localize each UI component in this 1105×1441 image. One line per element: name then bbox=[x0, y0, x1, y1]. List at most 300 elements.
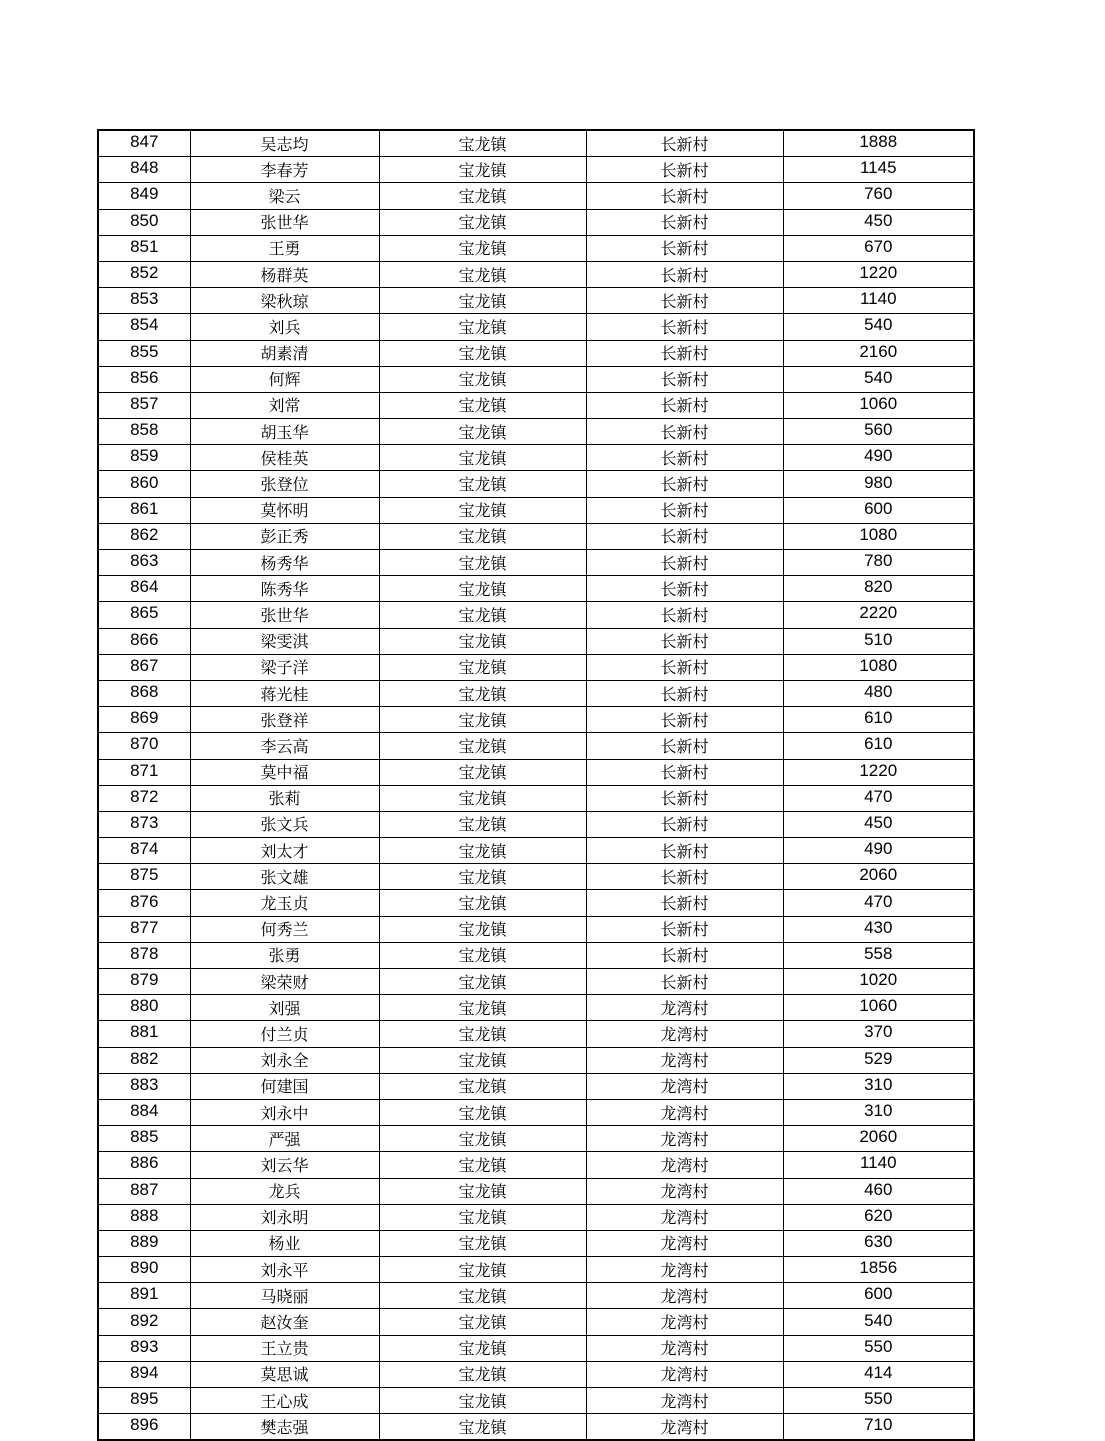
village-cell: 长新村 bbox=[586, 497, 783, 523]
village-cell: 长新村 bbox=[586, 602, 783, 628]
amount-cell: 820 bbox=[783, 576, 974, 602]
amount-cell: 550 bbox=[783, 1335, 974, 1361]
row-number-cell: 894 bbox=[98, 1361, 190, 1387]
row-number-cell: 892 bbox=[98, 1309, 190, 1335]
town-cell: 宝龙镇 bbox=[379, 680, 586, 706]
village-cell: 长新村 bbox=[586, 759, 783, 785]
table-row bbox=[98, 1178, 974, 1204]
town-cell: 宝龙镇 bbox=[379, 288, 586, 314]
village-cell: 龙湾村 bbox=[586, 1335, 783, 1361]
table-row bbox=[98, 602, 974, 628]
village-cell: 长新村 bbox=[586, 916, 783, 942]
town-cell: 宝龙镇 bbox=[379, 366, 586, 392]
name-cell: 张文兵 bbox=[190, 811, 379, 837]
table-row bbox=[98, 628, 974, 654]
town-cell: 宝龙镇 bbox=[379, 550, 586, 576]
town-cell: 宝龙镇 bbox=[379, 1388, 586, 1414]
amount-cell: 540 bbox=[783, 1309, 974, 1335]
name-cell: 龙兵 bbox=[190, 1178, 379, 1204]
village-cell: 长新村 bbox=[586, 523, 783, 549]
row-number-cell: 877 bbox=[98, 916, 190, 942]
row-number-cell: 857 bbox=[98, 392, 190, 418]
town-cell: 宝龙镇 bbox=[379, 654, 586, 680]
village-cell: 长新村 bbox=[586, 314, 783, 340]
name-cell: 王心成 bbox=[190, 1388, 379, 1414]
row-number-cell: 855 bbox=[98, 340, 190, 366]
table-row bbox=[98, 1335, 974, 1361]
row-number-cell: 866 bbox=[98, 628, 190, 654]
village-cell: 长新村 bbox=[586, 942, 783, 968]
town-cell: 宝龙镇 bbox=[379, 1309, 586, 1335]
village-cell: 龙湾村 bbox=[586, 1152, 783, 1178]
amount-cell: 450 bbox=[783, 811, 974, 837]
table-row bbox=[98, 1257, 974, 1283]
name-cell: 张莉 bbox=[190, 785, 379, 811]
amount-cell: 370 bbox=[783, 1021, 974, 1047]
amount-cell: 600 bbox=[783, 497, 974, 523]
row-number-cell: 890 bbox=[98, 1257, 190, 1283]
records-table-body bbox=[98, 130, 974, 1440]
amount-cell: 2060 bbox=[783, 864, 974, 890]
amount-cell: 480 bbox=[783, 680, 974, 706]
name-cell: 梁云 bbox=[190, 183, 379, 209]
row-number-cell: 851 bbox=[98, 235, 190, 261]
table-row bbox=[98, 969, 974, 995]
village-cell: 龙湾村 bbox=[586, 1257, 783, 1283]
name-cell: 刘兵 bbox=[190, 314, 379, 340]
table-row bbox=[98, 916, 974, 942]
village-cell: 龙湾村 bbox=[586, 1178, 783, 1204]
town-cell: 宝龙镇 bbox=[379, 1126, 586, 1152]
town-cell: 宝龙镇 bbox=[379, 1204, 586, 1230]
table-row bbox=[98, 811, 974, 837]
amount-cell: 1220 bbox=[783, 261, 974, 287]
table-row bbox=[98, 445, 974, 471]
town-cell: 宝龙镇 bbox=[379, 1178, 586, 1204]
name-cell: 樊志强 bbox=[190, 1414, 379, 1441]
table-row bbox=[98, 1361, 974, 1387]
village-cell: 龙湾村 bbox=[586, 1204, 783, 1230]
row-number-cell: 868 bbox=[98, 680, 190, 706]
row-number-cell: 883 bbox=[98, 1073, 190, 1099]
name-cell: 蒋光桂 bbox=[190, 680, 379, 706]
name-cell: 杨秀华 bbox=[190, 550, 379, 576]
village-cell: 长新村 bbox=[586, 235, 783, 261]
table-row bbox=[98, 183, 974, 209]
row-number-cell: 873 bbox=[98, 811, 190, 837]
town-cell: 宝龙镇 bbox=[379, 995, 586, 1021]
row-number-cell: 891 bbox=[98, 1283, 190, 1309]
table-row bbox=[98, 261, 974, 287]
name-cell: 张登祥 bbox=[190, 707, 379, 733]
table-row bbox=[98, 707, 974, 733]
name-cell: 严强 bbox=[190, 1126, 379, 1152]
name-cell: 梁秋琼 bbox=[190, 288, 379, 314]
name-cell: 侯桂英 bbox=[190, 445, 379, 471]
amount-cell: 490 bbox=[783, 445, 974, 471]
amount-cell: 2060 bbox=[783, 1126, 974, 1152]
name-cell: 刘云华 bbox=[190, 1152, 379, 1178]
table-row bbox=[98, 654, 974, 680]
town-cell: 宝龙镇 bbox=[379, 523, 586, 549]
table-row bbox=[98, 130, 974, 157]
town-cell: 宝龙镇 bbox=[379, 1230, 586, 1256]
amount-cell: 560 bbox=[783, 419, 974, 445]
amount-cell: 550 bbox=[783, 1388, 974, 1414]
row-number-cell: 886 bbox=[98, 1152, 190, 1178]
town-cell: 宝龙镇 bbox=[379, 261, 586, 287]
table-row bbox=[98, 576, 974, 602]
town-cell: 宝龙镇 bbox=[379, 157, 586, 183]
row-number-cell: 888 bbox=[98, 1204, 190, 1230]
town-cell: 宝龙镇 bbox=[379, 759, 586, 785]
amount-cell: 540 bbox=[783, 366, 974, 392]
row-number-cell: 889 bbox=[98, 1230, 190, 1256]
village-cell: 长新村 bbox=[586, 707, 783, 733]
amount-cell: 2220 bbox=[783, 602, 974, 628]
village-cell: 长新村 bbox=[586, 628, 783, 654]
town-cell: 宝龙镇 bbox=[379, 209, 586, 235]
amount-cell: 414 bbox=[783, 1361, 974, 1387]
name-cell: 龙玉贞 bbox=[190, 890, 379, 916]
row-number-cell: 849 bbox=[98, 183, 190, 209]
amount-cell: 780 bbox=[783, 550, 974, 576]
row-number-cell: 882 bbox=[98, 1047, 190, 1073]
row-number-cell: 893 bbox=[98, 1335, 190, 1361]
table-row bbox=[98, 235, 974, 261]
row-number-cell: 861 bbox=[98, 497, 190, 523]
village-cell: 龙湾村 bbox=[586, 1126, 783, 1152]
row-number-cell: 850 bbox=[98, 209, 190, 235]
village-cell: 龙湾村 bbox=[586, 1230, 783, 1256]
town-cell: 宝龙镇 bbox=[379, 471, 586, 497]
table-row bbox=[98, 471, 974, 497]
town-cell: 宝龙镇 bbox=[379, 916, 586, 942]
village-cell: 长新村 bbox=[586, 471, 783, 497]
town-cell: 宝龙镇 bbox=[379, 419, 586, 445]
table-row bbox=[98, 1204, 974, 1230]
amount-cell: 1145 bbox=[783, 157, 974, 183]
name-cell: 刘永全 bbox=[190, 1047, 379, 1073]
table-row bbox=[98, 1388, 974, 1414]
amount-cell: 430 bbox=[783, 916, 974, 942]
name-cell: 刘常 bbox=[190, 392, 379, 418]
row-number-cell: 871 bbox=[98, 759, 190, 785]
village-cell: 龙湾村 bbox=[586, 1047, 783, 1073]
name-cell: 何建国 bbox=[190, 1073, 379, 1099]
name-cell: 杨群英 bbox=[190, 261, 379, 287]
village-cell: 长新村 bbox=[586, 445, 783, 471]
table-row bbox=[98, 497, 974, 523]
row-number-cell: 864 bbox=[98, 576, 190, 602]
row-number-cell: 856 bbox=[98, 366, 190, 392]
town-cell: 宝龙镇 bbox=[379, 445, 586, 471]
name-cell: 胡素清 bbox=[190, 340, 379, 366]
amount-cell: 1060 bbox=[783, 392, 974, 418]
town-cell: 宝龙镇 bbox=[379, 1047, 586, 1073]
table-row bbox=[98, 942, 974, 968]
amount-cell: 600 bbox=[783, 1283, 974, 1309]
table-row bbox=[98, 366, 974, 392]
table-row bbox=[98, 1283, 974, 1309]
amount-cell: 558 bbox=[783, 942, 974, 968]
village-cell: 长新村 bbox=[586, 183, 783, 209]
name-cell: 刘永平 bbox=[190, 1257, 379, 1283]
village-cell: 长新村 bbox=[586, 864, 783, 890]
name-cell: 何秀兰 bbox=[190, 916, 379, 942]
table-row bbox=[98, 209, 974, 235]
amount-cell: 1020 bbox=[783, 969, 974, 995]
amount-cell: 510 bbox=[783, 628, 974, 654]
name-cell: 梁子洋 bbox=[190, 654, 379, 680]
amount-cell: 540 bbox=[783, 314, 974, 340]
village-cell: 长新村 bbox=[586, 366, 783, 392]
row-number-cell: 852 bbox=[98, 261, 190, 287]
town-cell: 宝龙镇 bbox=[379, 1335, 586, 1361]
village-cell: 长新村 bbox=[586, 209, 783, 235]
name-cell: 刘永中 bbox=[190, 1099, 379, 1125]
town-cell: 宝龙镇 bbox=[379, 183, 586, 209]
name-cell: 梁荣财 bbox=[190, 969, 379, 995]
name-cell: 刘永明 bbox=[190, 1204, 379, 1230]
town-cell: 宝龙镇 bbox=[379, 1283, 586, 1309]
row-number-cell: 887 bbox=[98, 1178, 190, 1204]
table-row bbox=[98, 864, 974, 890]
amount-cell: 310 bbox=[783, 1073, 974, 1099]
village-cell: 长新村 bbox=[586, 811, 783, 837]
amount-cell: 310 bbox=[783, 1099, 974, 1125]
row-number-cell: 880 bbox=[98, 995, 190, 1021]
row-number-cell: 863 bbox=[98, 550, 190, 576]
row-number-cell: 867 bbox=[98, 654, 190, 680]
name-cell: 付兰贞 bbox=[190, 1021, 379, 1047]
town-cell: 宝龙镇 bbox=[379, 314, 586, 340]
amount-cell: 470 bbox=[783, 890, 974, 916]
village-cell: 龙湾村 bbox=[586, 1414, 783, 1441]
name-cell: 陈秀华 bbox=[190, 576, 379, 602]
table-row bbox=[98, 288, 974, 314]
town-cell: 宝龙镇 bbox=[379, 864, 586, 890]
amount-cell: 670 bbox=[783, 235, 974, 261]
amount-cell: 1220 bbox=[783, 759, 974, 785]
name-cell: 刘强 bbox=[190, 995, 379, 1021]
village-cell: 龙湾村 bbox=[586, 995, 783, 1021]
village-cell: 长新村 bbox=[586, 733, 783, 759]
amount-cell: 710 bbox=[783, 1414, 974, 1441]
table-row bbox=[98, 314, 974, 340]
name-cell: 李春芳 bbox=[190, 157, 379, 183]
name-cell: 莫中福 bbox=[190, 759, 379, 785]
row-number-cell: 853 bbox=[98, 288, 190, 314]
table-row bbox=[98, 1073, 974, 1099]
village-cell: 龙湾村 bbox=[586, 1283, 783, 1309]
name-cell: 李云高 bbox=[190, 733, 379, 759]
town-cell: 宝龙镇 bbox=[379, 942, 586, 968]
amount-cell: 630 bbox=[783, 1230, 974, 1256]
town-cell: 宝龙镇 bbox=[379, 890, 586, 916]
town-cell: 宝龙镇 bbox=[379, 1073, 586, 1099]
town-cell: 宝龙镇 bbox=[379, 1361, 586, 1387]
name-cell: 马晓丽 bbox=[190, 1283, 379, 1309]
table-row bbox=[98, 1126, 974, 1152]
village-cell: 长新村 bbox=[586, 340, 783, 366]
row-number-cell: 896 bbox=[98, 1414, 190, 1441]
row-number-cell: 847 bbox=[98, 130, 190, 157]
town-cell: 宝龙镇 bbox=[379, 1099, 586, 1125]
row-number-cell: 870 bbox=[98, 733, 190, 759]
name-cell: 赵汝奎 bbox=[190, 1309, 379, 1335]
village-cell: 龙湾村 bbox=[586, 1073, 783, 1099]
row-number-cell: 874 bbox=[98, 838, 190, 864]
name-cell: 张文雄 bbox=[190, 864, 379, 890]
town-cell: 宝龙镇 bbox=[379, 602, 586, 628]
village-cell: 长新村 bbox=[586, 157, 783, 183]
row-number-cell: 854 bbox=[98, 314, 190, 340]
amount-cell: 1856 bbox=[783, 1257, 974, 1283]
village-cell: 龙湾村 bbox=[586, 1361, 783, 1387]
town-cell: 宝龙镇 bbox=[379, 340, 586, 366]
village-cell: 长新村 bbox=[586, 392, 783, 418]
row-number-cell: 881 bbox=[98, 1021, 190, 1047]
amount-cell: 610 bbox=[783, 707, 974, 733]
name-cell: 何辉 bbox=[190, 366, 379, 392]
name-cell: 胡玉华 bbox=[190, 419, 379, 445]
row-number-cell: 865 bbox=[98, 602, 190, 628]
row-number-cell: 872 bbox=[98, 785, 190, 811]
table-row bbox=[98, 1021, 974, 1047]
amount-cell: 980 bbox=[783, 471, 974, 497]
table-row bbox=[98, 1152, 974, 1178]
amount-cell: 1140 bbox=[783, 288, 974, 314]
town-cell: 宝龙镇 bbox=[379, 785, 586, 811]
town-cell: 宝龙镇 bbox=[379, 707, 586, 733]
name-cell: 刘太才 bbox=[190, 838, 379, 864]
amount-cell: 1888 bbox=[783, 130, 974, 157]
table-row bbox=[98, 733, 974, 759]
row-number-cell: 848 bbox=[98, 157, 190, 183]
table-row bbox=[98, 392, 974, 418]
name-cell: 莫怀明 bbox=[190, 497, 379, 523]
village-cell: 长新村 bbox=[586, 261, 783, 287]
amount-cell: 1080 bbox=[783, 654, 974, 680]
village-cell: 龙湾村 bbox=[586, 1309, 783, 1335]
name-cell: 张世华 bbox=[190, 209, 379, 235]
table-row bbox=[98, 419, 974, 445]
town-cell: 宝龙镇 bbox=[379, 130, 586, 157]
town-cell: 宝龙镇 bbox=[379, 497, 586, 523]
village-cell: 长新村 bbox=[586, 680, 783, 706]
town-cell: 宝龙镇 bbox=[379, 811, 586, 837]
town-cell: 宝龙镇 bbox=[379, 733, 586, 759]
town-cell: 宝龙镇 bbox=[379, 1152, 586, 1178]
amount-cell: 470 bbox=[783, 785, 974, 811]
amount-cell: 1140 bbox=[783, 1152, 974, 1178]
row-number-cell: 858 bbox=[98, 419, 190, 445]
row-number-cell: 859 bbox=[98, 445, 190, 471]
name-cell: 王立贵 bbox=[190, 1335, 379, 1361]
town-cell: 宝龙镇 bbox=[379, 392, 586, 418]
table-row bbox=[98, 838, 974, 864]
table-row bbox=[98, 1047, 974, 1073]
name-cell: 梁雯淇 bbox=[190, 628, 379, 654]
table-row bbox=[98, 785, 974, 811]
village-cell: 长新村 bbox=[586, 288, 783, 314]
town-cell: 宝龙镇 bbox=[379, 628, 586, 654]
town-cell: 宝龙镇 bbox=[379, 838, 586, 864]
village-cell: 长新村 bbox=[586, 654, 783, 680]
table-row bbox=[98, 157, 974, 183]
amount-cell: 1060 bbox=[783, 995, 974, 1021]
village-cell: 长新村 bbox=[586, 550, 783, 576]
row-number-cell: 879 bbox=[98, 969, 190, 995]
amount-cell: 1080 bbox=[783, 523, 974, 549]
village-cell: 长新村 bbox=[586, 838, 783, 864]
row-number-cell: 862 bbox=[98, 523, 190, 549]
amount-cell: 529 bbox=[783, 1047, 974, 1073]
amount-cell: 2160 bbox=[783, 340, 974, 366]
name-cell: 张登位 bbox=[190, 471, 379, 497]
row-number-cell: 876 bbox=[98, 890, 190, 916]
village-cell: 长新村 bbox=[586, 419, 783, 445]
village-cell: 长新村 bbox=[586, 969, 783, 995]
name-cell: 杨业 bbox=[190, 1230, 379, 1256]
row-number-cell: 895 bbox=[98, 1388, 190, 1414]
town-cell: 宝龙镇 bbox=[379, 1414, 586, 1441]
town-cell: 宝龙镇 bbox=[379, 1257, 586, 1283]
town-cell: 宝龙镇 bbox=[379, 576, 586, 602]
village-cell: 长新村 bbox=[586, 785, 783, 811]
town-cell: 宝龙镇 bbox=[379, 969, 586, 995]
name-cell: 张世华 bbox=[190, 602, 379, 628]
row-number-cell: 884 bbox=[98, 1099, 190, 1125]
row-number-cell: 875 bbox=[98, 864, 190, 890]
table-row bbox=[98, 1414, 974, 1441]
name-cell: 张勇 bbox=[190, 942, 379, 968]
name-cell: 莫思诚 bbox=[190, 1361, 379, 1387]
village-cell: 长新村 bbox=[586, 576, 783, 602]
table-row bbox=[98, 1230, 974, 1256]
town-cell: 宝龙镇 bbox=[379, 235, 586, 261]
name-cell: 彭正秀 bbox=[190, 523, 379, 549]
records-table bbox=[97, 129, 975, 1441]
village-cell: 龙湾村 bbox=[586, 1021, 783, 1047]
amount-cell: 460 bbox=[783, 1178, 974, 1204]
row-number-cell: 869 bbox=[98, 707, 190, 733]
table-row bbox=[98, 550, 974, 576]
town-cell: 宝龙镇 bbox=[379, 1021, 586, 1047]
table-row bbox=[98, 759, 974, 785]
amount-cell: 760 bbox=[783, 183, 974, 209]
table-row bbox=[98, 1099, 974, 1125]
village-cell: 龙湾村 bbox=[586, 1099, 783, 1125]
name-cell: 王勇 bbox=[190, 235, 379, 261]
table-row bbox=[98, 995, 974, 1021]
row-number-cell: 878 bbox=[98, 942, 190, 968]
village-cell: 长新村 bbox=[586, 890, 783, 916]
table-row bbox=[98, 890, 974, 916]
table-row bbox=[98, 680, 974, 706]
amount-cell: 490 bbox=[783, 838, 974, 864]
row-number-cell: 885 bbox=[98, 1126, 190, 1152]
amount-cell: 610 bbox=[783, 733, 974, 759]
village-cell: 龙湾村 bbox=[586, 1388, 783, 1414]
amount-cell: 450 bbox=[783, 209, 974, 235]
table-row bbox=[98, 1309, 974, 1335]
table-row bbox=[98, 340, 974, 366]
table-row bbox=[98, 523, 974, 549]
name-cell: 吴志均 bbox=[190, 130, 379, 157]
amount-cell: 620 bbox=[783, 1204, 974, 1230]
